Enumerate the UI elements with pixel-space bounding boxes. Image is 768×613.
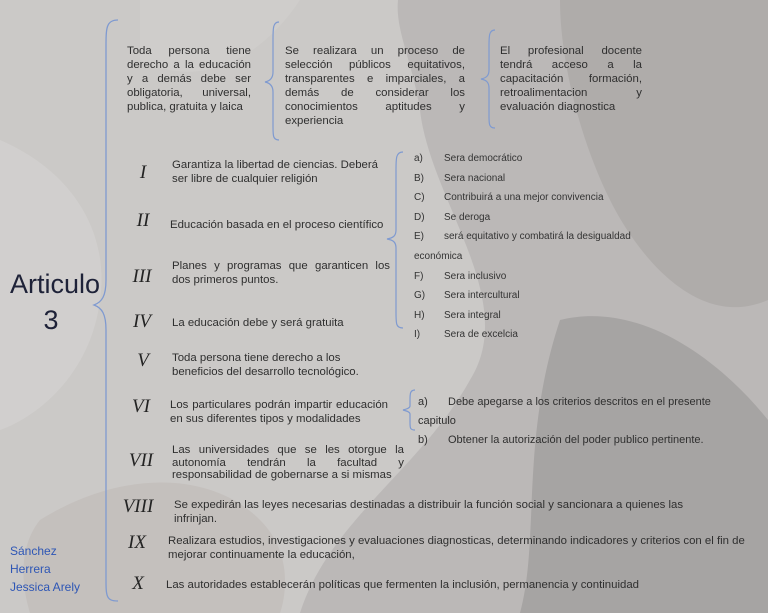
sublist-ii-item: a) Sera democrático	[414, 149, 674, 169]
sublist-ii-marker: B)	[414, 172, 424, 184]
sublist-ii-marker: D)	[414, 211, 425, 223]
top-note-1: Toda persona tiene derecho a la educación y a demás debe ser obligatoria, universal, publica, gratuita y laica	[127, 45, 251, 113]
fraction-text-3: Planes y programas que garanticen los dos primeros puntos.	[172, 260, 390, 286]
author-line-1: Sánchez	[10, 544, 57, 558]
fraction-text-1: Garantiza la libertad de ciencias. Deberá ser libre de cualquier religión	[172, 159, 378, 185]
brace-note-2	[262, 20, 282, 142]
sublist-ii-item: D) Se deroga	[414, 208, 674, 228]
fraction-numeral-7: VII	[128, 450, 154, 471]
top-note-2: Se realizara un proceso de selección públicos equitativos, transparentes e imparciales, a demás de considerar los conocimientos aptitudes y experiencia	[285, 45, 465, 127]
sublist-vi	[418, 393, 738, 450]
sublist-ii-marker: F)	[414, 270, 424, 282]
sublist-ii-marker: I)	[414, 329, 421, 341]
fraction-text-6: Los particulares podrán impartir educación en sus diferentes tipos y modalidades	[170, 399, 388, 425]
sublist-ii-marker: E)	[414, 231, 424, 243]
fraction-numeral-4: IV	[133, 311, 151, 332]
brace-sublist-vi	[400, 388, 418, 432]
fraction-text-7: Las universidades que se les otorgue la autonomía tendrán la facultad y responsabilidad de gobernarse a si mismas	[172, 444, 404, 481]
main-title	[10, 266, 101, 338]
author-line-2: Herrera	[10, 562, 51, 576]
sublist-ii-marker: C)	[414, 192, 425, 204]
fraction-numeral-10: X	[132, 573, 144, 594]
sublist-ii-item: H) Sera integral	[414, 306, 674, 326]
fraction-numeral-8: VIII	[122, 496, 154, 517]
fraction-text-2: Educación basada en el proceso científico	[170, 219, 384, 231]
sublist-ii-marker: a)	[414, 153, 423, 164]
fraction-text-10: Las autoridades establecerán políticas que fermenten la inclusión, permanencia y continuidad	[166, 579, 640, 591]
fraction-numeral-3: III	[132, 266, 152, 287]
sublist-ii-item: B) Sera nacional	[414, 169, 674, 189]
fraction-numeral-1: I	[139, 162, 147, 183]
fraction-text-4: La educación debe y será gratuita	[172, 317, 344, 329]
sublist-ii-item: F) Sera inclusivo	[414, 267, 674, 287]
author-line-3: Jessica Arely	[10, 580, 81, 594]
fraction-text-5: Toda persona tiene derecho a los beneficios del desarrollo tecnológico.	[172, 352, 359, 378]
fraction-numeral-2: II	[136, 210, 150, 231]
title-line-1: Articulo	[10, 269, 101, 299]
fraction-numeral-6: VI	[132, 396, 150, 417]
sublist-ii-item: G) Sera intercultural	[414, 286, 674, 306]
fraction-text-9: Realizara estudios, investigaciones y evaluaciones diagnosticas, determinando indicadores y criterios con el fin de mejorar continuamente la educación,	[168, 535, 745, 561]
sublist-ii-marker: H)	[414, 309, 425, 321]
brace-sublist-ii	[384, 150, 406, 330]
sublist-ii-marker: G)	[414, 290, 426, 302]
fraction-numeral-5: V	[137, 350, 149, 371]
sublist-ii-item: E) será equitativo y combatirá la desigualdad económica	[414, 227, 674, 266]
brace-note-3	[478, 28, 498, 130]
sublist-vi-item: a) Debe apegarse a los criterios descritos en el presente capitulo	[418, 393, 738, 431]
sublist-ii	[414, 149, 674, 345]
sublist-ii-item: C) Contribuirá a una mejor convivencia	[414, 188, 674, 208]
author-signature	[10, 542, 100, 596]
title-line-2: 3	[43, 305, 59, 335]
fraction-text-8: Se expedirán las leyes necesarias destinadas a distribuir la función social y sancionara a quienes las infrinjan.	[174, 499, 684, 525]
sublist-vi-marker: a)	[418, 396, 428, 408]
sublist-ii-item: I) Sera de excelcia	[414, 325, 674, 345]
sublist-vi-item: b) Obtener la autorización del poder publico pertinente.	[418, 431, 738, 450]
top-note-3: El profesional docente tendrá acceso a la capacitación formación, retroalimentacion y evaluación diagnostica	[500, 45, 642, 113]
sublist-vi-marker: b)	[418, 434, 428, 446]
fraction-numeral-9: IX	[128, 532, 146, 553]
